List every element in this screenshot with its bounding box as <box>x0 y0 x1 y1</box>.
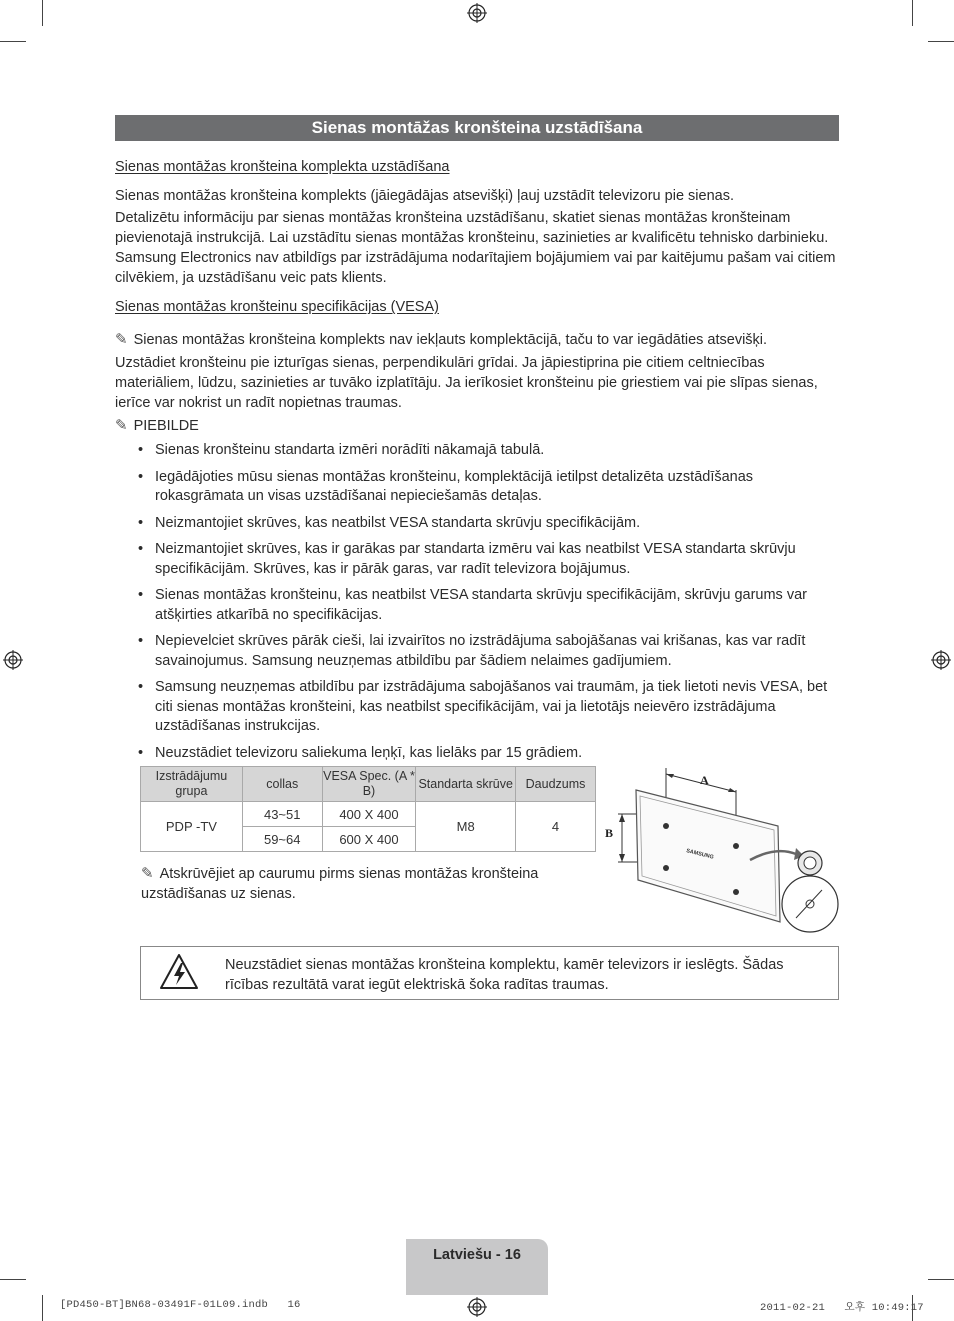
table-cell-inches: 43~51 <box>242 802 322 827</box>
note-label-text: PIEBILDE <box>133 418 199 434</box>
print-file-info: [PD450-BT]BN68-03491F-01L09.indb 16 <box>60 1299 301 1311</box>
dimension-b-label: B <box>605 826 614 840</box>
list-item: • Iegādājoties mūsu sienas montāžas kronšteinu, komplektācijā ietilpst detalizēta uzstādīšanas rokasgrāmata un visas uzstādīšanai nepieciešamās detaļas. <box>138 468 838 507</box>
after-table-note-text: Atskrūvējiet ap caurumu pirms sienas montāžas kronšteina uzstādīšanas uz sienas. <box>141 866 539 902</box>
vesa-hole-icon <box>733 889 739 895</box>
kit-paragraph: Detalizētu informāciju par sienas montāžas kronšteina uzstādīšanu, skatiet sienas montāžas kronšteinam pievienotajā instrukcijā. Lai uzstādītu sienas montāžas kronšteinu, sazinieties ar kvalificētu tehnisko darbinieku. <box>115 210 829 246</box>
after-table-note <box>141 864 581 904</box>
page-number: Latviešu - 16 <box>433 1247 521 1263</box>
table-header: Daudzums <box>516 767 596 802</box>
section-title: Sienas montāžas kronšteina uzstādīšana <box>115 115 839 141</box>
note-bullet-list <box>138 441 838 763</box>
table-cell-group: PDP -TV <box>141 802 243 852</box>
kit-paragraph: Samsung Electronics nav atbildīgs par izstrādājuma nodarītajiem bojājumiem vai par kaitējumu pašam vai citiem cilvēkiem, ja uzstādīšanu veic pats klients. <box>115 250 836 286</box>
arrowhead-icon <box>619 814 625 822</box>
table-header: Standarta skrūve <box>416 767 516 802</box>
list-item: • Neuzstādiet televizoru saliekuma leņķī, kas lielāks par 15 grādiem. <box>138 744 838 764</box>
brand-logo: SAMSUNG <box>685 848 715 861</box>
list-item: • Sienas montāžas kronšteinu, kas neatbilst VESA standarta skrūvju specifikācijām, skrūvju garums var atšķirties atkarībā no specifikācijas. <box>138 586 838 625</box>
kit-heading: Sienas montāžas kronšteina komplekta uzstādīšana <box>115 159 450 175</box>
pencil-note-icon: ✎ <box>115 330 128 348</box>
table-cell-vesa: 400 X 400 <box>322 802 416 827</box>
table-cell-inches: 59~64 <box>242 827 322 852</box>
table-header: Izstrādājumu grupa <box>141 767 243 802</box>
crop-mark <box>42 1295 43 1321</box>
crop-mark <box>928 1279 954 1280</box>
crop-mark <box>928 41 954 42</box>
note-label <box>115 415 841 436</box>
dimension-a-label: A <box>700 773 709 787</box>
pencil-note-icon: ✎ <box>115 416 128 434</box>
arrowhead-icon <box>666 774 674 778</box>
list-item: • Sienas kronšteinu standarta izmēri norādīti nākamajā tabulā. <box>138 441 838 461</box>
table-row <box>141 802 596 827</box>
list-item: • Nepievelciet skrūves pārāk cieši, lai izvairītos no izstrādājuma sabojāšanas vai krišanas, kas var radīt savainojumus. Samsung neuzņemas atbildību par šādiem nelaimes gadījumiem. <box>138 632 838 671</box>
vesa-paragraph: Uzstādiet kronšteinu pie izturīgas sienas, perpendikulāri grīdai. Ja jāpiestiprina pie citiem celtniecības materiāliem, lūdzu, sazinieties ar tuvāko izplatītāju. Ja ierīkosiet kronšteinu pie griestiem vai pie slīpas sienas, ierīce var nokrist un radīt nopietnas traumas. <box>115 355 818 411</box>
vesa-note <box>115 329 841 350</box>
list-item: • Samsung neuzņemas atbildību par izstrādājuma sabojāšanos vai traumām, ja tiek lietoti nevis VESA, bet citi sienas montāžas kronšteini, kas neatbilst specifikācijām, vai ja lietotājs neievēro izstrādājuma uzstādīšanas instrukcijas. <box>138 678 838 737</box>
registration-mark-icon <box>931 650 951 670</box>
zoom-circle <box>782 876 838 932</box>
crop-mark <box>0 1279 26 1280</box>
page-number-tab <box>406 1239 548 1295</box>
table-cell-quantity: 4 <box>516 802 596 852</box>
table-header: VESA Spec. (A * B) <box>322 767 416 802</box>
list-item: • Neizmantojiet skrūves, kas neatbilst VESA standarta skrūvju specifikācijām. <box>138 514 838 534</box>
warning-text: Neuzstādiet sienas montāžas kronšteina komplektu, kamēr televizors ir ieslēgts. Šādas rīcības rezultātā varat iegūt elektriskā šoka radītas traumas. <box>225 957 784 993</box>
kit-paragraph: Sienas montāžas kronšteina komplekts (jāiegādājas atsevišķi) ļauj uzstādīt televizoru pie sienas. <box>115 188 734 204</box>
electric-shock-warning-icon <box>159 953 199 991</box>
pencil-note-icon: ✎ <box>141 864 154 882</box>
vesa-hole-icon <box>733 843 739 849</box>
vesa-heading: Sienas montāžas kronšteinu specifikācijas (VESA) <box>115 299 439 315</box>
vesa-hole-icon <box>663 865 669 871</box>
print-timestamp: 2011-02-21 오후 10:49:17 <box>760 1302 924 1314</box>
warning-box <box>140 946 839 1000</box>
arrowhead-icon <box>619 854 625 862</box>
crop-mark <box>912 0 913 26</box>
vesa-note-text: Sienas montāžas kronšteina komplekts nav iekļauts komplektācijā, taču to var iegādāties atsevišķi. <box>133 332 768 348</box>
vesa-hole-icon <box>663 823 669 829</box>
table-header: collas <box>242 767 322 802</box>
registration-mark-icon <box>467 3 487 23</box>
arrowhead-icon <box>728 788 736 792</box>
registration-mark-icon <box>467 1297 487 1317</box>
registration-mark-icon <box>3 650 23 670</box>
crop-mark <box>42 0 43 26</box>
tv-back-diagram <box>600 766 844 938</box>
list-item: • Neizmantojiet skrūves, kas ir garākas par standarta izmēru vai kas neatbilst VESA standarta skrūvju specifikācijām. Skrūves, kas ir pārāk garas, var radīt televizora bojājumus. <box>138 540 838 579</box>
table-cell-vesa: 600 X 400 <box>322 827 416 852</box>
hole-cap-inner <box>804 857 816 869</box>
crop-mark <box>0 41 26 42</box>
vesa-spec-table <box>140 766 596 852</box>
table-cell-screw: M8 <box>416 802 516 852</box>
